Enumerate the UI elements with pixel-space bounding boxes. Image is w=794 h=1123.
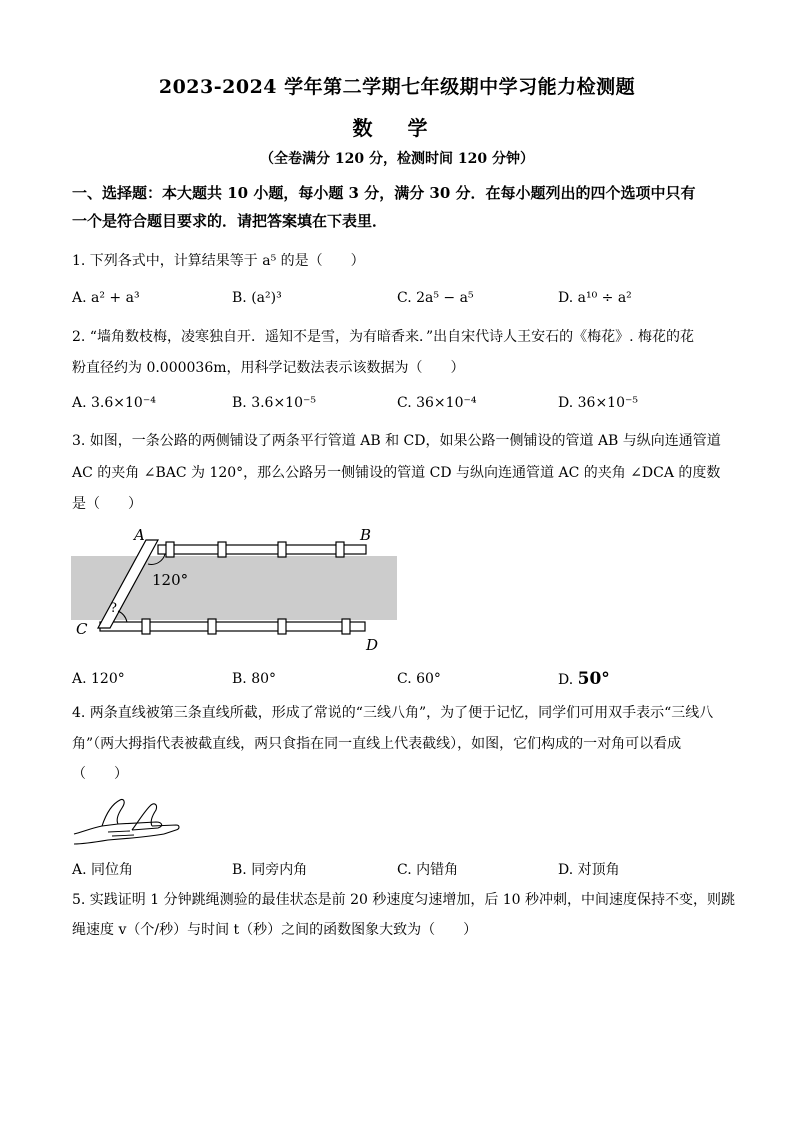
q2-option-c[interactable]: C. 36×10⁻⁴	[397, 395, 477, 411]
q1-stem: 1. 下列各式中，计算结果等于 a⁵ 的是（ ）	[72, 253, 365, 269]
pipe-ab	[158, 545, 366, 554]
q3-option-d-value: 50°	[577, 669, 610, 689]
joint	[208, 619, 216, 634]
q1-option-a[interactable]: A. a² + a³	[72, 290, 140, 306]
q4-option-d[interactable]: D. 对顶角	[558, 862, 620, 878]
section-heading-line1: 一、选择题：本大题共 10 小题，每小题 3 分，满分 30 分．在每小题列出的四个选项中只有	[72, 184, 696, 202]
q4-option-b[interactable]: B. 同旁内角	[232, 862, 308, 878]
joint	[218, 542, 226, 557]
q3-option-d-label: D.	[558, 672, 574, 688]
q5-line2: 绳速度 v（个/秒）与时间 t（秒）之间的函数图象大致为（ ）	[72, 922, 478, 938]
label-d: D	[366, 636, 379, 654]
q2-line2: 粉直径约为 0.000036m，用科学记数法表示该数据为（ ）	[72, 360, 465, 376]
q3-option-b[interactable]: B. 80°	[232, 671, 277, 687]
q1-option-d[interactable]: D. a¹⁰ ÷ a²	[558, 290, 632, 306]
q2-option-b[interactable]: B. 3.6×10⁻⁵	[232, 395, 316, 411]
pipe-road-figure	[70, 524, 410, 654]
q2-option-d[interactable]: D. 36×10⁻⁵	[558, 395, 638, 411]
q3-option-a[interactable]: A. 120°	[72, 671, 125, 687]
joint	[278, 619, 286, 634]
joint	[342, 619, 350, 634]
score-time-note: （全卷满分 120 分，检测时间 120 分钟）	[260, 151, 534, 167]
label-a: A	[134, 526, 145, 544]
q4-option-c[interactable]: C. 内错角	[397, 862, 459, 878]
q3-option-c[interactable]: C. 60°	[397, 671, 441, 687]
label-b: B	[360, 526, 372, 544]
q4-line3: （ ）	[72, 766, 128, 782]
joint	[166, 542, 174, 557]
q5-line1: 5. 实践证明 1 分钟跳绳测验的最佳状态是前 20 秒速度匀速增加，后 10 秒冲刺，中间速度保持不变，则跳	[72, 892, 736, 908]
q2-line1: 2. “墙角数枝梅，凌寒独自开．遥知不是雪，为有暗香来．”出自宋代诗人王安石的《梅花》. 梅花的花	[72, 329, 695, 345]
hands-illustration-icon	[72, 792, 182, 852]
q1-option-b[interactable]: B. (a²)³	[232, 290, 282, 306]
joint	[278, 542, 286, 557]
label-c: C	[76, 620, 88, 638]
q4-line1: 4. 两条直线被第三条直线所截，形成了常说的“三线八角”，为了便于记忆，同学们可用双手表示“三线八	[72, 705, 714, 721]
q3-option-d[interactable]	[558, 669, 610, 689]
joint	[336, 542, 344, 557]
joint	[142, 619, 150, 634]
pipe-cd	[100, 622, 365, 631]
subject-heading: 数 学	[352, 116, 442, 140]
q2-option-a[interactable]: A. 3.6×10⁻⁴	[72, 395, 156, 411]
q1-option-c[interactable]: C. 2a⁵ − a⁵	[397, 290, 474, 306]
section-heading-line2: 一个是符合题目要求的．请把答案填在下表里．	[72, 212, 388, 230]
q3-line2: AC 的夹角 ∠BAC 为 120°，那么公路另一侧铺设的管道 CD 与纵向连通管道 AC 的夹角 ∠DCA 的度数	[72, 465, 721, 481]
q3-line3: 是（ ）	[72, 496, 142, 512]
q3-line1: 3. 如图，一条公路的两侧铺设了两条平行管道 AB 和 CD，如果公路一侧铺设的管道 AB 与纵向连通管道	[72, 433, 721, 449]
q4-option-a[interactable]: A. 同位角	[72, 862, 134, 878]
exam-title: 2023-2024 学年第二学期七年级期中学习能力检测题	[158, 76, 636, 98]
label-angle-120: 120°	[152, 571, 189, 589]
q4-line2: 角”（两大拇指代表被截直线，两只食指在同一直线上代表截线），如图，它们构成的一对角可以看成	[72, 736, 682, 752]
label-unknown-angle: ?	[110, 601, 117, 616]
